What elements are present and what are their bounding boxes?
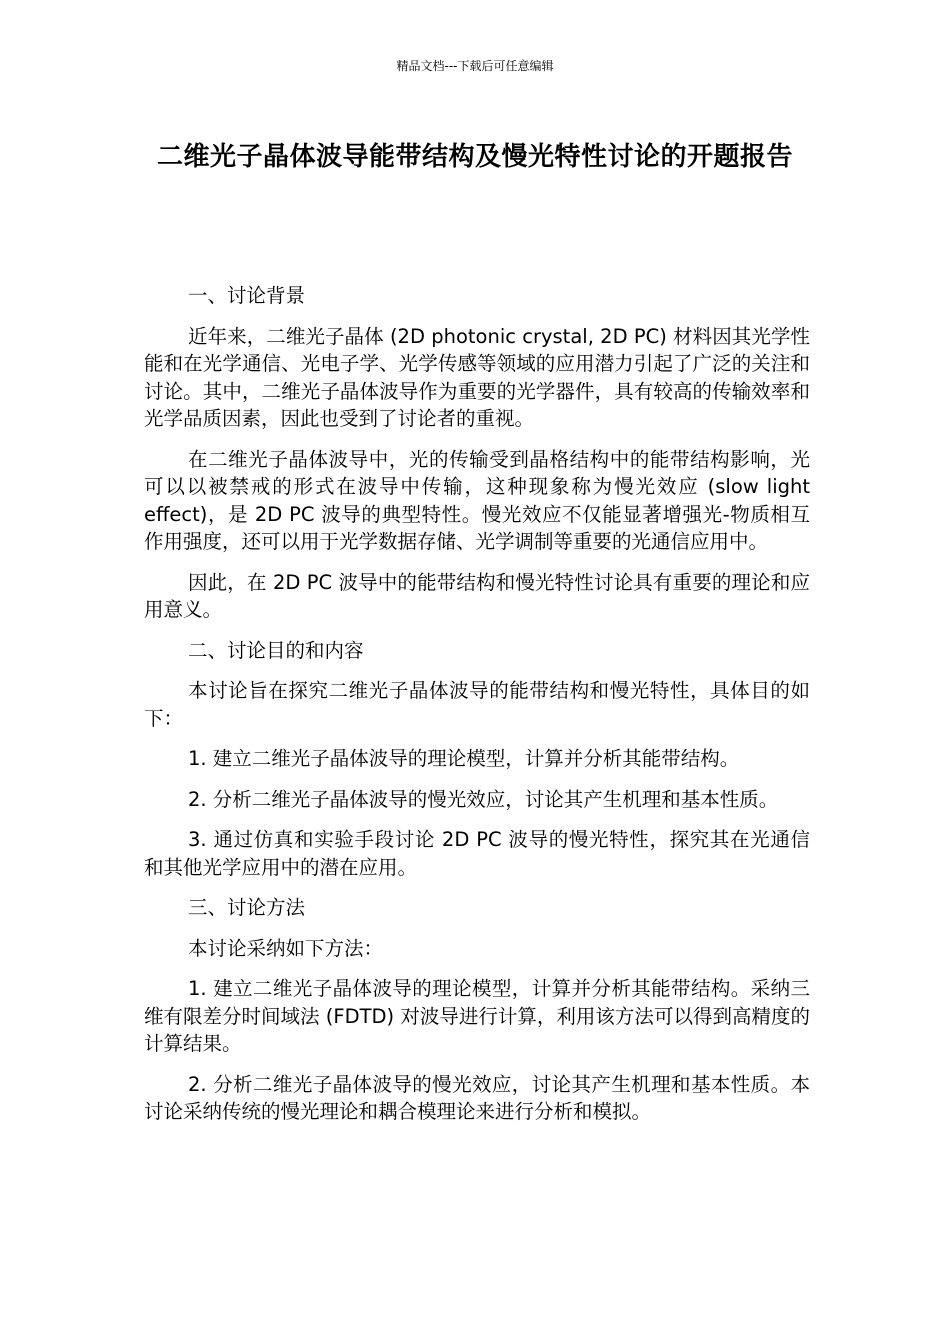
- list-item: 2. 分析二维光子晶体波导的慢光效应，讨论其产生机理和基本性质。本讨论采纳传统的慢光理论和耦合模理论来进行分析和模拟。: [144, 1072, 810, 1123]
- paragraph: 近年来，二维光子晶体 (2D photonic crystal, 2D PC) 材料因其光学性能和在光学通信、光电子学、光学传感等领域的应用潜力引起了广泛的关注和讨论。其中，二维光子晶体波导作为重要的光学器件，具有较高的传输效率和光学品质因素，因此也受到了讨论者的重视。: [144, 324, 810, 430]
- list-item: 3. 通过仿真和实验手段讨论 2D PC 波导的慢光特性，探究其在光通信和其他光学应用中的潜在应用。: [144, 828, 810, 879]
- paragraph: 本讨论采纳如下方法：: [188, 936, 384, 960]
- paragraph: 本讨论旨在探究二维光子晶体波导的能带结构和慢光特性，具体目的如下：: [144, 679, 810, 730]
- document-title: 二维光子晶体波导能带结构及慢光特性讨论的开题报告: [156, 142, 793, 172]
- list-item: 2. 分析二维光子晶体波导的慢光效应，讨论其产生机理和基本性质。: [188, 787, 779, 811]
- list-item: 1. 建立二维光子晶体波导的理论模型，计算并分析其能带结构。采纳三维有限差分时间域法 (FDTD) 对波导进行计算，利用该方法可以得到高精度的计算结果。: [144, 977, 810, 1055]
- paragraph: 因此，在 2D PC 波导中的能带结构和慢光特性讨论具有重要的理论和应用意义。: [144, 570, 810, 621]
- section-heading-methods: 三、讨论方法: [188, 896, 306, 919]
- section-heading-objectives: 二、讨论目的和内容: [188, 638, 364, 662]
- document-body: [144, 282, 810, 1139]
- section-heading-background: 一、讨论背景: [188, 284, 306, 307]
- page-header-note: 精品文档---下载后可任意编辑: [396, 59, 554, 73]
- paragraph: 在二维光子晶体波导中，光的传输受到晶格结构中的能带结构影响，光可以以被禁戒的形式在波导中传输，这种现象称为慢光效应 (slow light effect)，是 2D PC 波导的典型特性。慢光效应不仅能显著增强光-物质相互作用强度，还可以用于光学数据存储、光学调制等重要的光通信应用中。: [144, 447, 810, 553]
- list-item: 1. 建立二维光子晶体波导的理论模型，计算并分析其能带结构。: [188, 747, 740, 770]
